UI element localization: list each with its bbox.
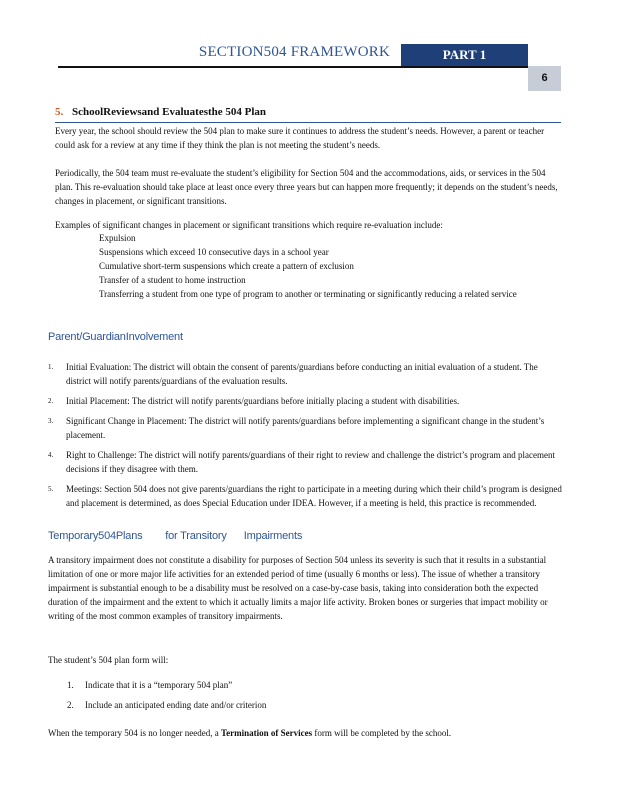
termination-of-services-term: Termination of Services	[220, 728, 313, 738]
parent-involvement-heading: Parent/GuardianInvolvement	[48, 331, 183, 343]
document-header-title: SECTION504 FRAMEWORK	[198, 44, 390, 60]
parent-involvement-list	[48, 360, 562, 516]
list-item: Transferring a student from one type of program to another or terminating or significantly reducing a related service	[99, 289, 517, 299]
termination-paragraph: When the temporary 504 is no longer needed, a Termination of Services form will be completed by the school.	[48, 728, 452, 738]
plan-form-list	[67, 678, 547, 718]
part-badge: PART 1	[401, 44, 528, 66]
list-item: 2. Include an anticipated ending date and/or criterion	[67, 700, 267, 710]
plan-form-intro: The student’s 504 plan form will:	[48, 655, 169, 665]
section-divider	[55, 122, 561, 123]
header-divider	[58, 66, 528, 68]
temporary-plans-heading: Temporary504Plans for Transitory Impairments	[48, 530, 303, 542]
section-title: SchoolReviewsand Evaluatesthe 504 Plan	[72, 106, 267, 118]
list-item: Expulsion	[99, 233, 136, 243]
list-item: 1. Indicate that it is a “temporary 504 plan”	[67, 680, 233, 690]
page-number: 6	[528, 66, 561, 91]
list-item: 5. Meetings: Section 504 does not give parents/guardians the right to participate in a meeting during which their child’s program is designed and placement is determined, as does Special Education under IDEA. However, if a meeting is held, this practice is recommended.	[48, 484, 562, 508]
examples-intro: Examples of significant changes in placement or significant transitions which require re-evaluation include:	[55, 220, 443, 230]
review-paragraph: Every year, the school should review the 504 plan to make sure it continues to address the student’s needs. However, a parent or teacher could ask for a review at any time if they think the plan is not meeting the student’s needs.	[55, 126, 545, 150]
examples-list	[80, 231, 560, 301]
list-item: Suspensions which exceed 10 consecutive days in a school year	[99, 247, 329, 257]
list-item: Transfer of a student to home instruction	[99, 275, 246, 285]
list-item: Cumulative short-term suspensions which create a pattern of exclusion	[99, 261, 354, 271]
list-item: 3. Significant Change in Placement: The district will notify parents/guardians before implementing a significant change in the student’s placement.	[48, 416, 545, 440]
list-item: 2. Initial Placement: The district will notify parents/guardians before initially placing a student with disabilities.	[48, 396, 460, 406]
transitory-impairment-paragraph: A transitory impairment does not constitute a disability for purposes of Section 504 unless its severity is such that it results in a substantial limitation of one or more major life activities for an extended period of time (usually 6 months or less). The issue of whether a transitory impairment is substantial enough to be a disability must be resolved on a case-by-case basis, taking into consideration both the expected duration of the impairment and the extent to which it actually limits a major life activity. Broken bones or surgeries that impact mobility or writing of the most common examples of transitory impairments.	[48, 555, 548, 621]
section-number: 5.	[55, 106, 64, 118]
reevaluation-paragraph: Periodically, the 504 team must re-evaluate the student’s eligibility for Section 504 and the accommodations, aids, or services in the 504 plan. This re-evaluation should take place at least once every three years but can happen more frequently; it depends on the student’s needs, changes in placement, or significant transitions.	[55, 168, 558, 206]
list-item: 4. Right to Challenge: The district will notify parents/guardians of their right to review and challenge the district’s program and placement decisions if they disagree with them.	[48, 450, 555, 474]
list-item: 1. Initial Evaluation: The district will obtain the consent of parents/guardians before conducting an initial evaluation of a student. The district will notify parents/guardians of the evaluation results.	[48, 362, 538, 386]
